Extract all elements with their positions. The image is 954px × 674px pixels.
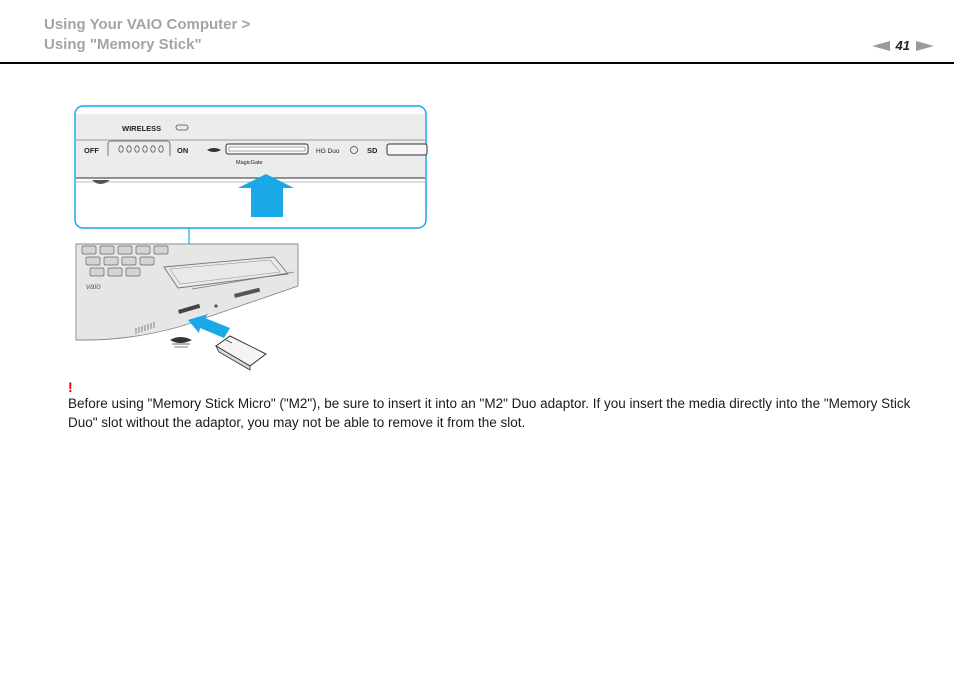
page-number: 41 [895, 38, 910, 53]
laptop-drawing [76, 244, 298, 340]
svg-text:vaio: vaio [86, 282, 101, 291]
breadcrumb-section: Using Your VAIO Computer > [44, 16, 251, 33]
hg-duo-label: HG Duo [316, 148, 340, 155]
page-header-title [44, 15, 250, 55]
caution-text: Before using "Memory Stick Micro" ("M2"), be sure to insert it into an "M2" Duo adaptor. If you insert the media directly into the "Memory Stick Duo" slot without the adaptor, you may not be able to remove it from the slot. [68, 396, 911, 430]
header-divider [0, 62, 954, 64]
memory-stick-insertion-illustration [74, 104, 434, 374]
breadcrumb-subsection: Using "Memory Stick" [44, 36, 202, 53]
page-navigation [872, 38, 934, 53]
off-label: OFF [84, 146, 99, 155]
caution-icon: ! [68, 379, 73, 395]
magicgate-logo: MagicGate [236, 160, 263, 166]
memory-stick-symbol-icon [170, 337, 192, 347]
zoomed-panel-callout [75, 106, 427, 228]
on-label: ON [177, 146, 189, 155]
memory-stick-card [216, 336, 266, 370]
previous-page-icon[interactable] [872, 41, 890, 51]
next-page-icon[interactable] [916, 41, 934, 51]
caution-note [68, 380, 918, 432]
sd-label: SD [367, 146, 378, 155]
wireless-label: WIRELESS [122, 124, 162, 133]
